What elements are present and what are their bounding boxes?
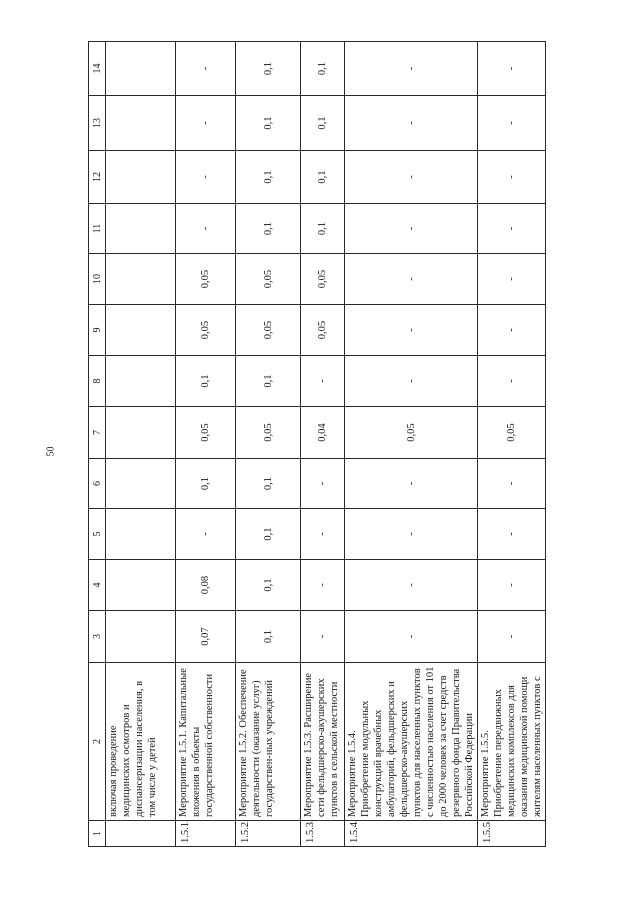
value-cell: 0,05 bbox=[478, 407, 546, 459]
value-cell: 0,1 bbox=[236, 96, 301, 151]
header-cell: 8 bbox=[89, 356, 106, 407]
row-description: Мероприятие 1.5.3. Расширение сети фельдшерско-акушерских пунктов в сельской местности bbox=[301, 663, 345, 821]
value-cell bbox=[106, 509, 176, 560]
header-cell: 2 bbox=[89, 663, 106, 821]
value-cell: 0,1 bbox=[236, 356, 301, 407]
value-cell: 0,1 bbox=[236, 204, 301, 254]
value-cell: 0,05 bbox=[236, 254, 301, 305]
value-cell: 0,05 bbox=[345, 407, 478, 459]
value-cell: 0,05 bbox=[176, 407, 236, 459]
header-cell: 7 bbox=[89, 407, 106, 459]
value-cell bbox=[106, 96, 176, 151]
value-cell bbox=[106, 42, 176, 96]
value-cell bbox=[106, 560, 176, 611]
header-cell: 12 bbox=[89, 151, 106, 204]
value-cell: - bbox=[345, 254, 478, 305]
value-cell: - bbox=[478, 356, 546, 407]
value-cell: - bbox=[345, 509, 478, 560]
value-cell: 0,1 bbox=[301, 96, 345, 151]
header-cell: 14 bbox=[89, 42, 106, 96]
value-cell: 0,1 bbox=[236, 509, 301, 560]
value-cell: - bbox=[478, 204, 546, 254]
value-cell: 0,05 bbox=[176, 254, 236, 305]
value-cell: - bbox=[301, 611, 345, 663]
value-cell: 0,05 bbox=[301, 254, 345, 305]
page-number: 50 bbox=[45, 446, 57, 457]
header-cell: 3 bbox=[89, 611, 106, 663]
row-code: 1.5.3. bbox=[301, 821, 345, 847]
value-cell: - bbox=[176, 42, 236, 96]
table-row bbox=[106, 42, 176, 847]
row-description: включая проведение медицинских осмотров и диспансеризации населения, в том числе у детей bbox=[106, 663, 176, 821]
value-cell: - bbox=[478, 305, 546, 356]
value-cell: - bbox=[345, 151, 478, 204]
header-cell: 1 bbox=[89, 821, 106, 847]
value-cell bbox=[106, 151, 176, 204]
value-cell: - bbox=[301, 356, 345, 407]
value-cell: - bbox=[345, 459, 478, 509]
row-code: 1.5.2. bbox=[236, 821, 301, 847]
table-row bbox=[176, 42, 236, 847]
header-cell: 9 bbox=[89, 305, 106, 356]
value-cell: - bbox=[478, 42, 546, 96]
value-cell: - bbox=[176, 204, 236, 254]
row-code: 1.5.1. bbox=[176, 821, 236, 847]
value-cell: 0,1 bbox=[236, 459, 301, 509]
header-cell: 10 bbox=[89, 254, 106, 305]
header-row bbox=[89, 42, 106, 847]
value-cell: - bbox=[478, 254, 546, 305]
value-cell bbox=[106, 356, 176, 407]
value-cell: 0,1 bbox=[301, 151, 345, 204]
header-cell: 5 bbox=[89, 509, 106, 560]
value-cell: 0,1 bbox=[176, 356, 236, 407]
value-cell: 0,1 bbox=[236, 611, 301, 663]
row-code: 1.5.5. bbox=[478, 821, 546, 847]
value-cell: - bbox=[301, 509, 345, 560]
value-cell: 0,1 bbox=[236, 42, 301, 96]
value-cell: 0,1 bbox=[236, 560, 301, 611]
value-cell: - bbox=[478, 96, 546, 151]
value-cell bbox=[106, 204, 176, 254]
value-cell: 0,08 bbox=[176, 560, 236, 611]
table-row bbox=[236, 42, 301, 847]
value-cell: 0,05 bbox=[176, 305, 236, 356]
value-cell: - bbox=[478, 611, 546, 663]
header-cell: 6 bbox=[89, 459, 106, 509]
value-cell: - bbox=[176, 96, 236, 151]
value-cell: 0,05 bbox=[301, 305, 345, 356]
value-cell: - bbox=[478, 459, 546, 509]
header-cell: 4 bbox=[89, 560, 106, 611]
value-cell: 0,05 bbox=[236, 407, 301, 459]
value-cell: - bbox=[345, 305, 478, 356]
value-cell: 0,1 bbox=[176, 459, 236, 509]
value-cell: - bbox=[478, 509, 546, 560]
value-cell: - bbox=[345, 560, 478, 611]
value-cell: 0,1 bbox=[236, 151, 301, 204]
rotated-table-container bbox=[88, 42, 543, 847]
value-cell: - bbox=[176, 509, 236, 560]
value-cell: - bbox=[301, 560, 345, 611]
value-cell: - bbox=[345, 204, 478, 254]
value-cell: - bbox=[478, 151, 546, 204]
header-cell: 13 bbox=[89, 96, 106, 151]
indicators-table bbox=[88, 41, 546, 847]
value-cell bbox=[106, 254, 176, 305]
value-cell: 0,05 bbox=[236, 305, 301, 356]
value-cell: 0,1 bbox=[301, 42, 345, 96]
value-cell: - bbox=[345, 356, 478, 407]
header-cell: 11 bbox=[89, 204, 106, 254]
value-cell: - bbox=[176, 151, 236, 204]
row-description: Мероприятие 1.5.1. Капитальные вложения в объекты государственной собственности bbox=[176, 663, 236, 821]
value-cell: - bbox=[301, 459, 345, 509]
value-cell: - bbox=[478, 560, 546, 611]
value-cell bbox=[106, 407, 176, 459]
value-cell: - bbox=[345, 611, 478, 663]
row-description: Мероприятие 1.5.2. Обеспечение деятельности (оказание услуг) государствен-ных учреждений bbox=[236, 663, 301, 821]
value-cell: - bbox=[345, 42, 478, 96]
table-row bbox=[301, 42, 345, 847]
value-cell bbox=[106, 611, 176, 663]
value-cell: 0,1 bbox=[301, 204, 345, 254]
row-description: Мероприятие 1.5.4. Приобретение модульных конструкций врачебных амбулаторий, фельдшерских и фельдшерско-акушерских пунктов для населенных пунктов с численностью населения от 101 до 2000 человек за счет средств резервного фонда Правительства Российской Федерации bbox=[345, 663, 478, 821]
value-cell: 0,07 bbox=[176, 611, 236, 663]
value-cell bbox=[106, 459, 176, 509]
table-row bbox=[345, 42, 478, 847]
value-cell: 0,04 bbox=[301, 407, 345, 459]
value-cell bbox=[106, 305, 176, 356]
row-description: Мероприятие 1.5.5. Приобретение передвижных медицинских комплексов для оказания медицинской помощи жителям населенных пунктов с bbox=[478, 663, 546, 821]
row-code: 1.5.4. bbox=[345, 821, 478, 847]
row-code bbox=[106, 821, 176, 847]
value-cell: - bbox=[345, 96, 478, 151]
table-row bbox=[478, 42, 546, 847]
